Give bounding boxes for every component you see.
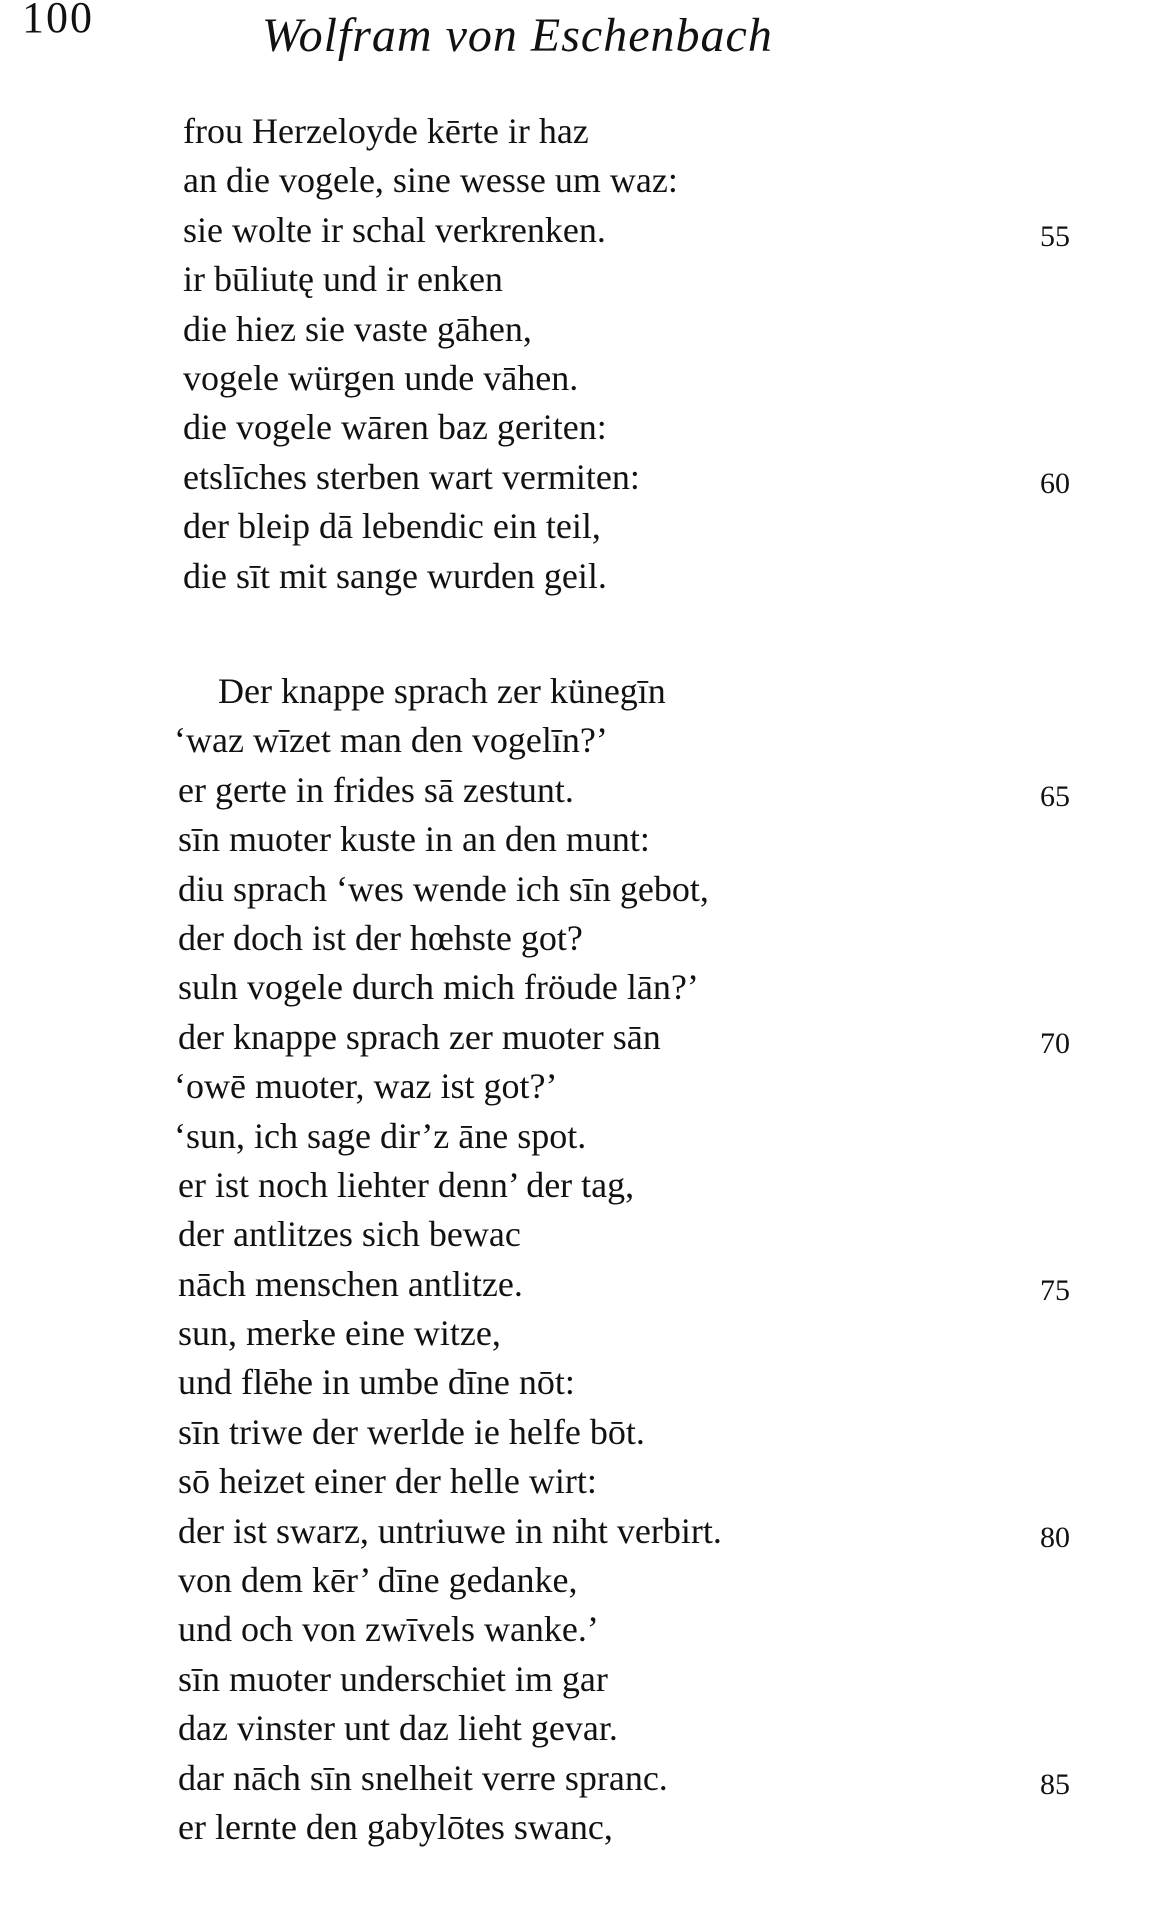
verse-line: [0, 1803, 1156, 1852]
verse-line: [0, 815, 1156, 864]
verse-text: sīn triwe der werlde ie helfe bōt.: [178, 1411, 645, 1452]
line-number: 60: [1040, 466, 1070, 500]
stanza-1: [0, 107, 1156, 601]
verse-line: [0, 1013, 1156, 1062]
verse-line: [0, 963, 1156, 1012]
verse-line: [0, 1754, 1156, 1803]
verse-text: Der knappe sprach zer künegīn: [218, 671, 666, 711]
verse-line: [0, 305, 1156, 354]
verse-line: [0, 107, 1156, 156]
verse-text: der antlitzes sich bewac: [178, 1214, 521, 1255]
verse-line: [0, 1408, 1156, 1457]
verse-line: [0, 667, 1156, 716]
verse-text: daz vinster unt daz lieht gevar.: [178, 1708, 618, 1749]
verse-line: [0, 1655, 1156, 1704]
verse-line: [0, 914, 1156, 963]
line-number: 65: [1040, 779, 1070, 813]
stanza-2: [0, 667, 1156, 1852]
verse-text: er ist noch liehter denn’ der tag,: [178, 1164, 635, 1205]
verse-line: [0, 1112, 1156, 1161]
verse-line: [0, 206, 1156, 255]
verse-line: [0, 502, 1156, 551]
verse-text: an die vogele, sine wesse um waz:: [183, 160, 678, 201]
verse-line: [0, 1507, 1156, 1556]
verse-text: dar nāch sīn snelheit verre spranc.: [178, 1757, 668, 1798]
verse-line: [0, 552, 1156, 601]
verse-text: ‘sun, ich sage dir’z āne spot.: [174, 1115, 587, 1156]
verse-text: die hiez sie vaste gāhen,: [183, 308, 532, 349]
page-header: [0, 0, 1156, 76]
verse-line: [0, 403, 1156, 452]
verse-text: sun, merke eine witze,: [178, 1313, 501, 1354]
verse-line: [0, 255, 1156, 304]
verse-line: [0, 1605, 1156, 1654]
line-number: 85: [1040, 1767, 1070, 1801]
verse-line: [0, 716, 1156, 765]
verse-line: [0, 354, 1156, 403]
line-number: 75: [1040, 1273, 1070, 1307]
verse-text: der bleip dā lebendic ein teil,: [183, 506, 601, 547]
verse-text: und och von zwīvels wanke.’: [178, 1609, 599, 1650]
line-number: 55: [1040, 219, 1070, 253]
verse-line: [0, 766, 1156, 815]
verse-text: die vogele wāren baz geriten:: [183, 407, 607, 448]
verse-line: [0, 1210, 1156, 1259]
verse-text: der ist swarz, untriuwe in niht verbirt.: [178, 1510, 722, 1551]
verse-line: [0, 1309, 1156, 1358]
verse-text: vogele würgen unde vāhen.: [183, 357, 579, 398]
verse-line: [0, 1457, 1156, 1506]
running-title: Wolfram von Eschenbach: [262, 9, 773, 62]
verse-line: [0, 1358, 1156, 1407]
verse-line: [0, 865, 1156, 914]
verse-text: suln vogele durch mich fröude lān?’: [178, 967, 699, 1008]
verse-text: sīn muoter underschiet im gar: [178, 1658, 608, 1699]
verse-text: etslīches sterben wart vermiten:: [183, 456, 640, 497]
verse-text: er lernte den gabylōtes swanc,: [178, 1806, 613, 1847]
verse-line: [0, 1556, 1156, 1605]
verse-text: diu sprach ‘wes wende ich sīn gebot,: [178, 868, 709, 909]
verse-line: [0, 1704, 1156, 1753]
verse-text: sīn muoter kuste in an den munt:: [178, 819, 650, 860]
verse-line: [0, 453, 1156, 502]
verse-text: sō heizet einer der helle wirt:: [178, 1461, 597, 1502]
verse-text: er gerte in frides sā zestunt.: [178, 769, 574, 810]
verse-line: [0, 1062, 1156, 1111]
verse-text: der doch ist der hœhste got?: [178, 917, 583, 958]
line-number: 70: [1040, 1026, 1070, 1060]
verse-text: nāch menschen antlitze.: [178, 1263, 523, 1304]
verse-text: ‘owē muoter, waz ist got?’: [174, 1066, 558, 1107]
verse-line: [0, 156, 1156, 205]
verse-text: ‘waz wīzet man den vogelīn?’: [174, 720, 608, 761]
page-number: 100: [22, 0, 94, 42]
verse-text: der knappe sprach zer muoter sān: [178, 1016, 661, 1057]
verse-text: die sīt mit sange wurden geil.: [183, 555, 607, 596]
verse-text: und flēhe in umbe dīne nōt:: [178, 1362, 575, 1403]
line-number: 80: [1040, 1520, 1070, 1554]
verse-text: von dem kēr’ dīne gedanke,: [178, 1560, 578, 1601]
verse-line: [0, 1161, 1156, 1210]
verse-text: sie wolte ir schal verkrenken.: [183, 209, 606, 250]
verse-text: frou Herzeloyde kērte ir haz: [183, 111, 589, 151]
verse-line: [0, 1260, 1156, 1309]
verse-text: ir būliutę und ir enken: [183, 259, 503, 300]
